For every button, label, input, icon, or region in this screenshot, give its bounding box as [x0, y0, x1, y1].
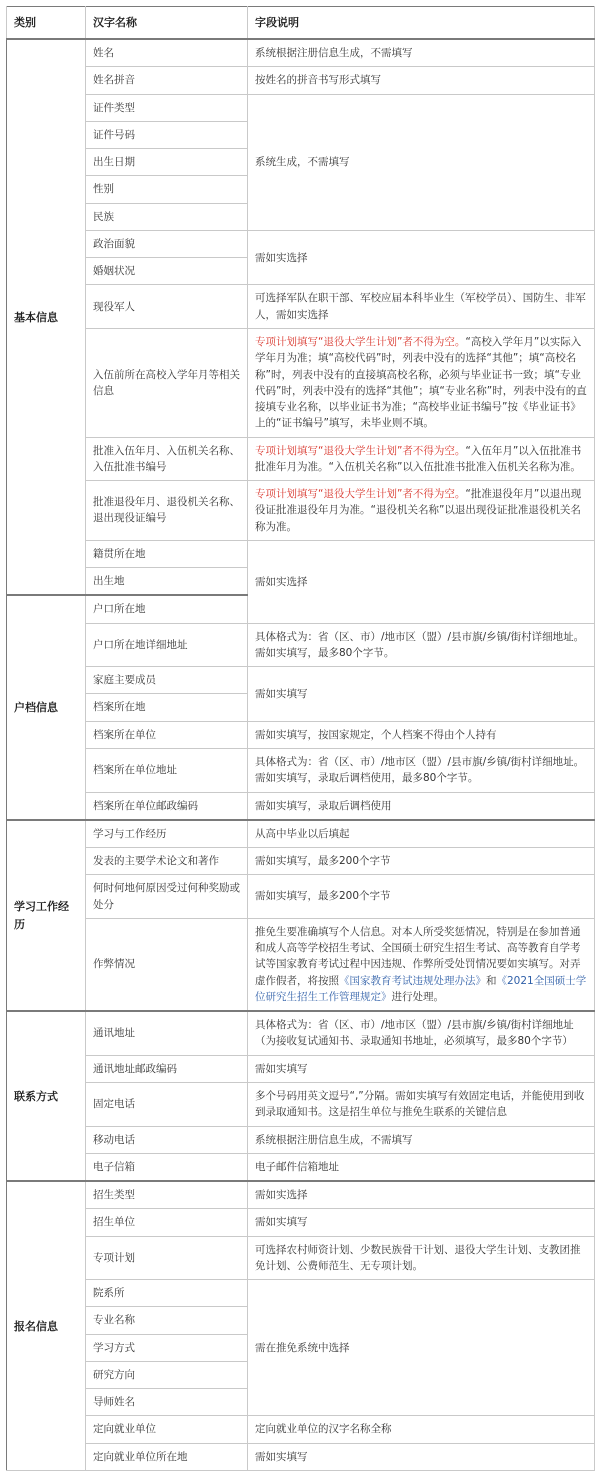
description-fragment: 需如实填写: [255, 687, 308, 700]
field-name-cell: 档案所在单位: [86, 721, 248, 748]
table-row: [7, 820, 595, 848]
description-fragment: 需如实填写，按国家规定，个人档案不得由个人持有: [255, 728, 497, 741]
field-name-cell: 现役军人: [86, 285, 248, 329]
table-row: [7, 1181, 595, 1209]
description-fragment: 需如实填写: [255, 1450, 308, 1463]
regulation-link-text: 《国家教育考试违规处理办法》: [339, 974, 486, 987]
field-description-cell: [248, 437, 595, 481]
description-text: [255, 826, 587, 842]
description-text: [255, 154, 587, 170]
field-name-cell: 民族: [86, 203, 248, 230]
description-text: [255, 686, 587, 702]
field-description-cell: [248, 1236, 595, 1280]
table-row: [7, 848, 595, 875]
table-row: [7, 1416, 595, 1443]
description-text: [255, 1449, 587, 1465]
column-header-field-name: 汉字名称: [86, 7, 248, 40]
field-name-cell: 何时何地何原因受过何种奖励或处分: [86, 875, 248, 919]
description-text: [255, 443, 587, 476]
description-fragment: 定向就业单位的汉字名称全称: [255, 1423, 392, 1436]
table-row: [7, 230, 595, 257]
table-row: [7, 328, 595, 437]
field-name-cell: 姓名拼音: [86, 67, 248, 94]
field-name-cell: 户口所在地: [86, 595, 248, 623]
description-text: [255, 1088, 587, 1121]
field-name-cell: 招生类型: [86, 1181, 248, 1209]
field-description-cell: [248, 328, 595, 437]
description-text: [255, 888, 587, 904]
field-description-cell: [248, 481, 595, 541]
field-name-cell: 批准入伍年月、入伍机关名称、入伍批准书编号: [86, 437, 248, 481]
field-name-cell: 档案所在单位邮政编码: [86, 792, 248, 820]
field-name-cell: 发表的主要学术论文和著作: [86, 848, 248, 875]
field-name-cell: 批准退役年月、退役机关名称、退出现役证编号: [86, 481, 248, 541]
field-name-cell: 固定电话: [86, 1083, 248, 1127]
table-row: [7, 875, 595, 919]
field-name-cell: 籍贯所在地: [86, 540, 248, 567]
description-text: [255, 798, 587, 814]
field-description-cell: [248, 1443, 595, 1470]
description-text: [255, 754, 587, 787]
table-row: [7, 481, 595, 541]
field-name-cell: 档案所在单位地址: [86, 749, 248, 793]
table-row: [7, 1443, 595, 1470]
field-name-cell: 院系所: [86, 1280, 248, 1307]
field-description-cell: [248, 1209, 595, 1236]
description-fragment: 需如实选择: [255, 251, 308, 264]
table-row: [7, 623, 595, 667]
field-description-cell: [248, 540, 595, 623]
regulation-link-text: 《2021全国硕士学位研究生招生工作管理规定》: [255, 974, 587, 1003]
field-description-cell: [248, 94, 595, 230]
column-header-category: 类别: [7, 7, 86, 40]
table-row: [7, 792, 595, 820]
description-text: [255, 1061, 587, 1077]
field-name-cell: 招生单位: [86, 1209, 248, 1236]
field-description-cell: [248, 848, 595, 875]
table-row: [7, 1209, 595, 1236]
field-name-cell: 婚姻状况: [86, 258, 248, 285]
description-text: [255, 1187, 587, 1203]
field-description-cell: [248, 230, 595, 285]
table-row: [7, 1153, 595, 1181]
field-name-cell: 档案所在地: [86, 694, 248, 721]
field-name-cell: 导师姓名: [86, 1389, 248, 1416]
category-cell-1: 户档信息: [7, 595, 86, 819]
description-text: [255, 629, 587, 662]
table-header-row: [7, 7, 595, 40]
field-description-cell: [248, 39, 595, 67]
field-name-cell: 家庭主要成员: [86, 667, 248, 694]
table-row: [7, 667, 595, 694]
field-name-cell: 通讯地址邮政编码: [86, 1055, 248, 1082]
description-fragment: 需在推免系统中选择: [255, 1341, 350, 1354]
description-fragment: 多个号码用英文逗号“,”分隔。需如实填写有效固定电话，并能使用到收到录取通知书。这是招生单位与推免生联系的关键信息: [255, 1090, 585, 1119]
description-fragment: 进行处理。: [391, 990, 444, 1003]
table-row: [7, 1236, 595, 1280]
description-fragment: 可选择军队在职干部、军校应届本科毕业生（军校学员）、国防生、非军人，需如实选择: [255, 292, 586, 321]
warning-text: 专项计划填写“退役大学生计划”者不得为空。: [255, 488, 466, 501]
field-description-cell: [248, 285, 595, 329]
field-description-cell: [248, 918, 595, 1011]
field-name-cell: 出生日期: [86, 149, 248, 176]
description-text: [255, 1340, 587, 1356]
description-fragment: 需如实选择: [255, 1189, 308, 1202]
field-name-cell: 定向就业单位所在地: [86, 1443, 248, 1470]
description-fragment: 可选择农村师资计划、少数民族骨干计划、退役大学生计划、支教团推免计划、公费师范生、无专项计划。: [255, 1243, 581, 1272]
description-fragment: “批准退役年月”以退出现役证批准退役年月为准。“退役机关名称”以退出现役证批准退役机关名称为准。: [255, 488, 582, 533]
field-description-cell: [248, 1181, 595, 1209]
field-description-cell: [248, 667, 595, 722]
field-description-cell: [248, 1083, 595, 1127]
description-fragment: 按姓名的拼音书写形式填写: [255, 74, 381, 87]
field-name-cell: 学习与工作经历: [86, 820, 248, 848]
table-body: [7, 39, 595, 1470]
field-description-cell: [248, 1153, 595, 1181]
category-cell-2: 学习工作经历: [7, 820, 86, 1011]
field-description-cell: [248, 721, 595, 748]
table-row: [7, 1011, 595, 1055]
field-name-cell: 通讯地址: [86, 1011, 248, 1055]
field-spec-table: [6, 6, 595, 1471]
field-name-cell: 定向就业单位: [86, 1416, 248, 1443]
description-text: [255, 1214, 587, 1230]
description-fragment: 需如实填写，最多200个字节: [255, 855, 391, 868]
field-description-cell: [248, 1126, 595, 1153]
description-fragment: 需如实选择: [255, 575, 308, 588]
description-text: [255, 334, 587, 432]
description-text: [255, 1421, 587, 1437]
field-description-cell: [248, 67, 595, 94]
description-fragment: 需如实填写，录取后调档使用: [255, 799, 392, 812]
table-row: [7, 1055, 595, 1082]
table-row: [7, 94, 595, 121]
description-fragment: 和: [486, 974, 497, 987]
field-description-cell: [248, 875, 595, 919]
table-row: [7, 1280, 595, 1307]
field-name-cell: 户口所在地详细地址: [86, 623, 248, 667]
description-text: [255, 727, 587, 743]
table-row: [7, 67, 595, 94]
category-cell-3: 联系方式: [7, 1011, 86, 1181]
table-row: [7, 721, 595, 748]
category-cell-4: 报名信息: [7, 1181, 86, 1470]
description-fragment: 系统根据注册信息生成，不需填写: [255, 1133, 413, 1146]
table-header: [7, 7, 595, 40]
description-text: [255, 574, 587, 590]
description-fragment: “高校入学年月”以实际入学年月为准；填“高校代码”时，列表中没有的选择“其他”；填“高校名称”时，列表中没有的直接填高校名称，必须与毕业证书一致；填“专业代码”时，列表中没有的选择“其他”；填“专业名称”时，列表中没有的直接填专业名称，以毕业证书为准；“高校毕业证书编号”按《毕业证书》上的“证书编号”填写，未毕业则不填。: [255, 335, 587, 430]
field-name-cell: 证件号码: [86, 121, 248, 148]
description-text: [255, 853, 587, 869]
description-text: [255, 72, 587, 88]
description-text: [255, 1132, 587, 1148]
description-fragment: 具体格式为：省（区、市）/地市区（盟）/县市旗/乡镇/街村详细地址（为接收复试通知书、录取通知书地址，必须填写，最多80个字节）: [255, 1019, 574, 1048]
field-description-cell: [248, 1280, 595, 1416]
field-name-cell: 入伍前所在高校入学年月等相关信息: [86, 328, 248, 437]
table-row: [7, 437, 595, 481]
field-description-cell: [248, 1416, 595, 1443]
field-name-cell: 证件类型: [86, 94, 248, 121]
field-name-cell: 姓名: [86, 39, 248, 67]
field-name-cell: 移动电话: [86, 1126, 248, 1153]
field-name-cell: 学习方式: [86, 1334, 248, 1361]
table-row: [7, 540, 595, 567]
table-row: [7, 1083, 595, 1127]
description-fragment: 需如实填写，最多200个字节: [255, 890, 391, 903]
description-fragment: 从高中毕业以后填起: [255, 827, 350, 840]
description-text: [255, 1242, 587, 1275]
description-fragment: 需如实填写: [255, 1062, 308, 1075]
description-text: [255, 45, 587, 61]
field-name-cell: 电子信箱: [86, 1153, 248, 1181]
description-text: [255, 1159, 587, 1175]
description-text: [255, 290, 587, 323]
field-description-cell: [248, 623, 595, 667]
warning-text: 专项计划填写“退役大学生计划”者不得为空。: [255, 335, 466, 348]
field-name-cell: 政治面貌: [86, 230, 248, 257]
category-cell-0: 基本信息: [7, 39, 86, 595]
description-fragment: 系统根据注册信息生成，不需填写: [255, 47, 413, 60]
field-description-cell: [248, 1011, 595, 1055]
field-name-cell: 专业名称: [86, 1307, 248, 1334]
column-header-field-description: 字段说明: [248, 7, 595, 40]
table-row: [7, 1126, 595, 1153]
field-name-cell: 作弊情况: [86, 918, 248, 1011]
description-fragment: 需如实填写: [255, 1216, 308, 1229]
description-text: [255, 486, 587, 535]
description-fragment: 推免生要准确填写个人信息。对本人所受奖惩情况，特别是在参加普通和成人高等学校招生考试、全国硕士研究生招生考试、高等教育自学考试等国家教育考试过程中因违规、作弊所受处罚情况要如实填写。对弄虚作假者，将按照: [255, 925, 581, 987]
description-text: [255, 250, 587, 266]
description-fragment: 系统生成，不需填写: [255, 156, 350, 169]
table-row: [7, 285, 595, 329]
field-description-cell: [248, 1055, 595, 1082]
table-row: [7, 749, 595, 793]
field-description-cell: [248, 749, 595, 793]
description-fragment: 具体格式为：省（区、市）/地市区（盟）/县市旗/乡镇/街村详细地址。需如实填写，最多80个字节。: [255, 630, 585, 659]
field-name-cell: 性别: [86, 176, 248, 203]
description-fragment: 具体格式为：省（区、市）/地市区（盟）/县市旗/乡镇/街村详细地址。需如实填写，录取后调档使用，最多80个字节。: [255, 756, 585, 785]
field-description-cell: [248, 792, 595, 820]
field-description-cell: [248, 820, 595, 848]
description-fragment: 电子邮件信箱地址: [255, 1160, 339, 1173]
description-fragment: “入伍年月”以入伍批准书批准年月为准。“入伍机关名称”以入伍批准书批准入伍机关名称为准。: [255, 444, 582, 473]
description-text: [255, 1017, 587, 1050]
warning-text: 专项计划填写“退役大学生计划”者不得为空。: [255, 444, 466, 457]
table-row: [7, 39, 595, 67]
field-name-cell: 专项计划: [86, 1236, 248, 1280]
table-row: [7, 918, 595, 1011]
description-text: [255, 924, 587, 1005]
field-name-cell: 出生地: [86, 568, 248, 596]
field-name-cell: 研究方向: [86, 1361, 248, 1388]
